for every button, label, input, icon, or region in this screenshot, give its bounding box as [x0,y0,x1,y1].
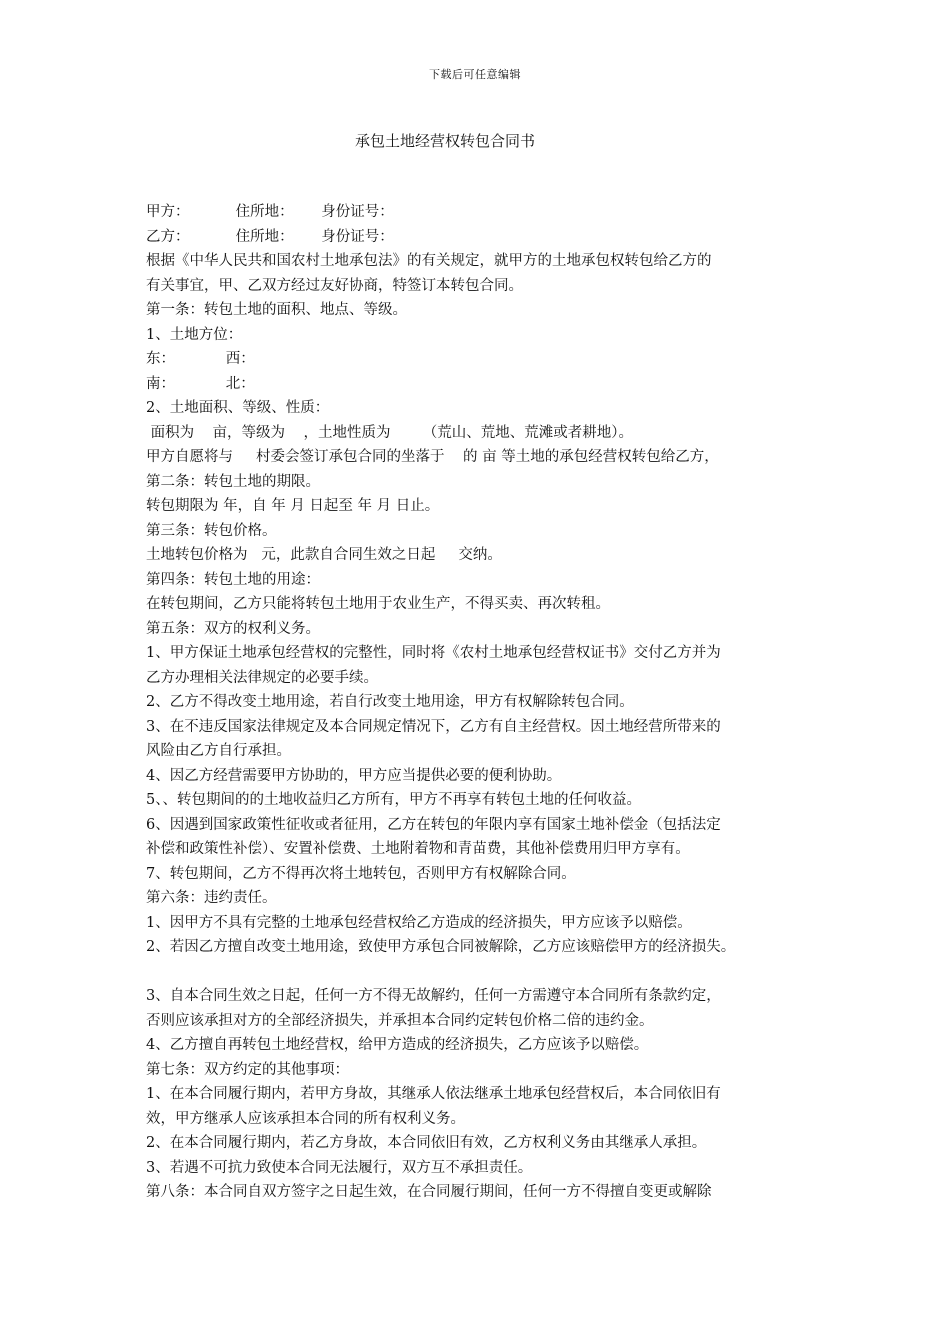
clause-line: 3、若遇不可抗力致使本合同无法履行，双方互不承担责任。 [146,1159,533,1176]
clause-line: 3、自本合同生效之日起，任何一方不得无故解约，任何一方需遵守本合同所有条款约定， [146,988,721,1004]
party-a-line: 甲方： 住所地： 身份证号： [146,204,394,220]
article-heading: 第五条：双方的权利义务。 [146,620,320,637]
clause-line: 5、、转包期间的的土地收益归乙方所有，甲方不再享有转包土地的任何收益。 [146,792,641,808]
clause-line: 2、若因乙方擅自改变土地用途，致使甲方承包合同被解除，乙方应该赔偿甲方的经济损失。 [146,939,736,955]
clause-line: 效，甲方继承人应该承担本合同的所有权利义务。 [146,1110,465,1127]
boundary-line: 南： 北： [146,375,255,392]
blank-line [146,960,826,985]
clause-line: 面积为 亩，等级为 ，土地性质为 （荒山、荒地、荒滩或者耕地）。 [146,424,633,441]
contract-body [146,200,826,1205]
party-b-line: 乙方： 住所地： 身份证号： [146,228,394,245]
article-heading: 第二条：转包土地的期限。 [146,473,320,490]
clause-line: 6、因遇到国家政策性征收或者征用，乙方在转包的年限内享有国家土地补偿金（包括法定 [146,816,721,833]
article-heading: 第四条：转包土地的用途： [146,571,320,588]
preamble-line: 根据《中华人民共和国农村土地承包法》的有关规定，就甲方的土地承包权转包给乙方的 [146,253,712,269]
clause-line: 甲方自愿将与 村委会签订承包合同的坐落于 的 亩 等土地的承包经营权转包给乙方， [146,449,719,465]
preamble-line: 有关事宜，甲、乙双方经过友好协商，特签订本转包合同。 [146,277,523,294]
article-heading: 第一条：转包土地的面积、地点、等级。 [146,302,407,318]
document-title: 承包土地经营权转包合同书 [354,132,535,150]
clause-line: 2、土地面积、等级、性质： [146,400,330,416]
clause-line: 1、因甲方不具有完整的土地承包经营权给乙方造成的经济损失，甲方应该予以赔偿。 [146,914,692,931]
clause-line: 7、转包期间，乙方不得再次将土地转包，否则甲方有权解除合同。 [146,865,576,882]
clause-line: 土地转包价格为 元，此款自合同生效之日起 交纳。 [146,547,502,563]
clause-line: 4、乙方擅自再转包土地经营权，给甲方造成的经济损失，乙方应该予以赔偿。 [146,1037,649,1053]
clause-line: 4、因乙方经营需要甲方协助的，甲方应当提供必要的便利协助。 [146,767,562,784]
clause-line: 否则应该承担对方的全部经济损失，并承担本合同约定转包价格二倍的违约金。 [146,1012,654,1029]
clause-line: 3、在不违反国家法律规定及本合同规定情况下，乙方有自主经营权。因土地经营所带来的 [146,718,721,735]
header-note: 下载后可任意编辑 [429,68,521,81]
clause-line: 补偿和政策性补偿）、安置补偿费、土地附着物和青苗费，其他补偿费用归甲方享有。 [146,841,690,857]
article-heading: 第六条：违约责任。 [146,890,277,906]
article-heading: 第八条：本合同自双方签字之日起生效，在合同履行期间，任何一方不得擅自变更或解除 [146,1184,712,1200]
clause-line: 在转包期间，乙方只能将转包土地用于农业生产，不得买卖、再次转租。 [146,596,610,612]
clause-line: 2、乙方不得改变土地用途，若自行改变土地用途，甲方有权解除转包合同。 [146,694,634,710]
article-heading: 第三条：转包价格。 [146,522,277,539]
clause-line: 1、土地方位： [146,326,243,343]
clause-line: 风险由乙方自行承担。 [146,743,291,759]
clause-line: 1、甲方保证土地承包经营权的完整性，同时将《农村土地承包经营权证书》交付乙方并为 [146,645,721,661]
article-heading: 第七条：双方约定的其他事项： [146,1061,349,1078]
clause-line: 乙方办理相关法律规定的必要手续。 [146,669,378,686]
clause-line: 1、在本合同履行期内，若甲方身故，其继承人依法继承土地承包经营权后，本合同依旧有 [146,1086,721,1102]
clause-line: 转包期限为 年，自 年 月 日起至 年 月 日止。 [146,498,440,514]
clause-line: 2、在本合同履行期内，若乙方身故，本合同依旧有效，乙方权利义务由其继承人承担。 [146,1135,707,1151]
boundary-line: 东： 西： [146,351,255,367]
